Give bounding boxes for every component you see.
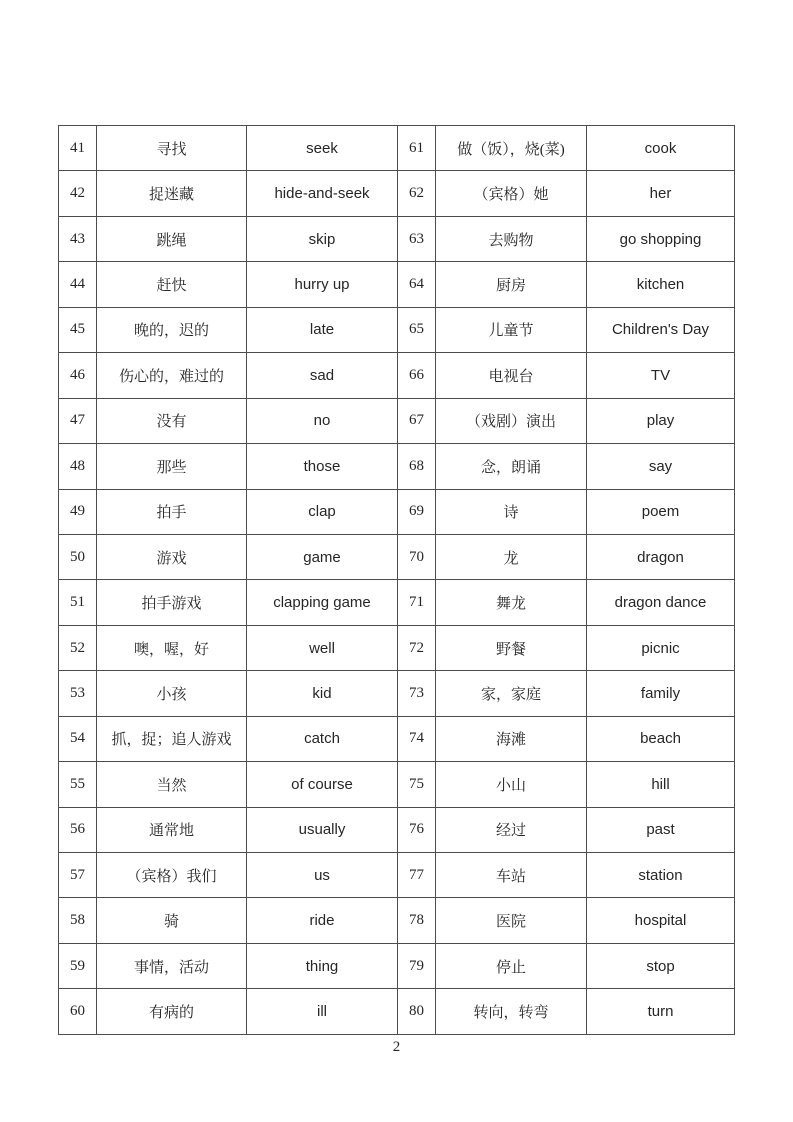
- chinese-word-cell: 舞龙: [436, 580, 587, 625]
- row-number-cell: 51: [59, 580, 97, 625]
- table-row: [59, 989, 735, 1035]
- table-row: [59, 534, 735, 579]
- row-number-cell: 70: [398, 534, 436, 579]
- chinese-word-cell: 医院: [436, 898, 587, 943]
- row-number-cell: 49: [59, 489, 97, 534]
- table-row: [59, 398, 735, 443]
- english-word-cell: hide-and-seek: [247, 171, 398, 216]
- table-row: [59, 580, 735, 625]
- chinese-word-cell: 事情，活动: [97, 943, 247, 988]
- english-word-cell: catch: [247, 716, 398, 761]
- english-word-cell: ill: [247, 989, 398, 1035]
- chinese-word-cell: 野餐: [436, 625, 587, 670]
- chinese-word-cell: （戏剧）演出: [436, 398, 587, 443]
- chinese-word-cell: （宾格）我们: [97, 853, 247, 898]
- table-row: [59, 671, 735, 716]
- chinese-word-cell: 经过: [436, 807, 587, 852]
- english-word-cell: station: [587, 853, 735, 898]
- row-number-cell: 69: [398, 489, 436, 534]
- row-number-cell: 57: [59, 853, 97, 898]
- row-number-cell: 56: [59, 807, 97, 852]
- english-word-cell: skip: [247, 216, 398, 261]
- table-row: [59, 216, 735, 261]
- chinese-word-cell: 家，家庭: [436, 671, 587, 716]
- english-word-cell: TV: [587, 353, 735, 398]
- chinese-word-cell: 拍手: [97, 489, 247, 534]
- table-row: [59, 807, 735, 852]
- row-number-cell: 54: [59, 716, 97, 761]
- english-word-cell: sad: [247, 353, 398, 398]
- row-number-cell: 79: [398, 943, 436, 988]
- chinese-word-cell: 海滩: [436, 716, 587, 761]
- english-word-cell: us: [247, 853, 398, 898]
- table-row: [59, 444, 735, 489]
- english-word-cell: usually: [247, 807, 398, 852]
- chinese-word-cell: 拍手游戏: [97, 580, 247, 625]
- english-word-cell: family: [587, 671, 735, 716]
- table-row: [59, 943, 735, 988]
- english-word-cell: her: [587, 171, 735, 216]
- row-number-cell: 48: [59, 444, 97, 489]
- english-word-cell: beach: [587, 716, 735, 761]
- english-word-cell: turn: [587, 989, 735, 1035]
- row-number-cell: 59: [59, 943, 97, 988]
- english-word-cell: ride: [247, 898, 398, 943]
- chinese-word-cell: 儿童节: [436, 307, 587, 352]
- english-word-cell: past: [587, 807, 735, 852]
- table-row: [59, 853, 735, 898]
- table-row: [59, 898, 735, 943]
- chinese-word-cell: 没有: [97, 398, 247, 443]
- english-word-cell: hurry up: [247, 262, 398, 307]
- english-word-cell: poem: [587, 489, 735, 534]
- chinese-word-cell: 当然: [97, 762, 247, 807]
- chinese-word-cell: 小山: [436, 762, 587, 807]
- vocabulary-table: [58, 125, 735, 1035]
- row-number-cell: 74: [398, 716, 436, 761]
- page-number: 2: [392, 1039, 401, 1055]
- row-number-cell: 45: [59, 307, 97, 352]
- english-word-cell: late: [247, 307, 398, 352]
- chinese-word-cell: 龙: [436, 534, 587, 579]
- english-word-cell: Children's Day: [587, 307, 735, 352]
- row-number-cell: 58: [59, 898, 97, 943]
- chinese-word-cell: 诗: [436, 489, 587, 534]
- chinese-word-cell: 念，朗诵: [436, 444, 587, 489]
- chinese-word-cell: 晚的，迟的: [97, 307, 247, 352]
- table-row: [59, 353, 735, 398]
- chinese-word-cell: 抓，捉；追人游戏: [97, 716, 247, 761]
- chinese-word-cell: 做（饭），烧(菜): [436, 126, 587, 171]
- chinese-word-cell: 跳绳: [97, 216, 247, 261]
- english-word-cell: clapping game: [247, 580, 398, 625]
- table-row: [59, 126, 735, 171]
- english-word-cell: thing: [247, 943, 398, 988]
- row-number-cell: 55: [59, 762, 97, 807]
- table-row: [59, 489, 735, 534]
- row-number-cell: 53: [59, 671, 97, 716]
- english-word-cell: cook: [587, 126, 735, 171]
- row-number-cell: 80: [398, 989, 436, 1035]
- chinese-word-cell: 那些: [97, 444, 247, 489]
- chinese-word-cell: 电视台: [436, 353, 587, 398]
- row-number-cell: 71: [398, 580, 436, 625]
- english-word-cell: dragon: [587, 534, 735, 579]
- english-word-cell: stop: [587, 943, 735, 988]
- row-number-cell: 64: [398, 262, 436, 307]
- english-word-cell: those: [247, 444, 398, 489]
- chinese-word-cell: 有病的: [97, 989, 247, 1035]
- row-number-cell: 68: [398, 444, 436, 489]
- chinese-word-cell: （宾格）她: [436, 171, 587, 216]
- table-row: [59, 307, 735, 352]
- chinese-word-cell: 捉迷藏: [97, 171, 247, 216]
- row-number-cell: 63: [398, 216, 436, 261]
- english-word-cell: of course: [247, 762, 398, 807]
- chinese-word-cell: 去购物: [436, 216, 587, 261]
- table-row: [59, 762, 735, 807]
- row-number-cell: 47: [59, 398, 97, 443]
- chinese-word-cell: 游戏: [97, 534, 247, 579]
- english-word-cell: game: [247, 534, 398, 579]
- english-word-cell: hospital: [587, 898, 735, 943]
- english-word-cell: picnic: [587, 625, 735, 670]
- row-number-cell: 73: [398, 671, 436, 716]
- row-number-cell: 77: [398, 853, 436, 898]
- english-word-cell: dragon dance: [587, 580, 735, 625]
- english-word-cell: seek: [247, 126, 398, 171]
- table-row: [59, 262, 735, 307]
- chinese-word-cell: 伤心的，难过的: [97, 353, 247, 398]
- row-number-cell: 75: [398, 762, 436, 807]
- chinese-word-cell: 赶快: [97, 262, 247, 307]
- row-number-cell: 78: [398, 898, 436, 943]
- row-number-cell: 61: [398, 126, 436, 171]
- chinese-word-cell: 转向，转弯: [436, 989, 587, 1035]
- row-number-cell: 62: [398, 171, 436, 216]
- english-word-cell: say: [587, 444, 735, 489]
- chinese-word-cell: 厨房: [436, 262, 587, 307]
- row-number-cell: 72: [398, 625, 436, 670]
- chinese-word-cell: 车站: [436, 853, 587, 898]
- english-word-cell: kitchen: [587, 262, 735, 307]
- chinese-word-cell: 小孩: [97, 671, 247, 716]
- row-number-cell: 60: [59, 989, 97, 1035]
- row-number-cell: 50: [59, 534, 97, 579]
- row-number-cell: 43: [59, 216, 97, 261]
- english-word-cell: no: [247, 398, 398, 443]
- chinese-word-cell: 噢，喔，好: [97, 625, 247, 670]
- row-number-cell: 67: [398, 398, 436, 443]
- chinese-word-cell: 骑: [97, 898, 247, 943]
- chinese-word-cell: 通常地: [97, 807, 247, 852]
- row-number-cell: 44: [59, 262, 97, 307]
- row-number-cell: 65: [398, 307, 436, 352]
- english-word-cell: kid: [247, 671, 398, 716]
- chinese-word-cell: 寻找: [97, 126, 247, 171]
- english-word-cell: well: [247, 625, 398, 670]
- row-number-cell: 42: [59, 171, 97, 216]
- english-word-cell: clap: [247, 489, 398, 534]
- english-word-cell: play: [587, 398, 735, 443]
- table-row: [59, 716, 735, 761]
- english-word-cell: hill: [587, 762, 735, 807]
- row-number-cell: 66: [398, 353, 436, 398]
- row-number-cell: 41: [59, 126, 97, 171]
- row-number-cell: 52: [59, 625, 97, 670]
- row-number-cell: 46: [59, 353, 97, 398]
- table-row: [59, 171, 735, 216]
- chinese-word-cell: 停止: [436, 943, 587, 988]
- english-word-cell: go shopping: [587, 216, 735, 261]
- row-number-cell: 76: [398, 807, 436, 852]
- table-row: [59, 625, 735, 670]
